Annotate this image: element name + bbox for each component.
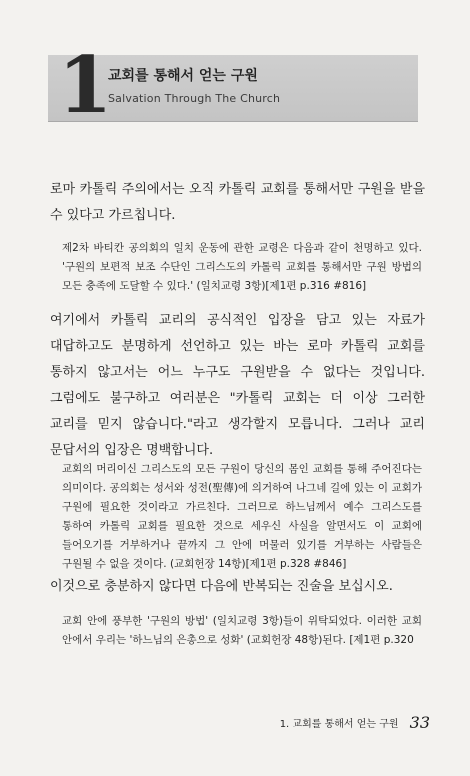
footer-chapter-title: 1. 교회를 통해서 얻는 구원 bbox=[279, 719, 399, 730]
quote-block-3: 교회 안에 풍부한 '구원의 방법' (일치교령 3항)들이 위탁되었다. 이러한 교회 안에서 우리는 '하느님의 은총으로 성화' (교회헌장 48항)된다. [제1편 p.320 bbox=[62, 615, 422, 646]
body-paragraph-3: 이것으로 충분하지 않다면 다음에 반복되는 진술을 보십시오. bbox=[50, 579, 393, 594]
chapter-header bbox=[48, 40, 418, 131]
chapter-number: 1 bbox=[58, 40, 113, 131]
page-footer bbox=[260, 712, 430, 732]
body-paragraph-1: 로마 카톨릭 주의에서는 오직 카톨릭 교회를 통해서만 구원을 받을 수 있다고 가르칩니다. bbox=[50, 182, 425, 223]
chapter-title: 교회를 통해서 얻는 구원 bbox=[108, 68, 258, 84]
page-number: 33 bbox=[409, 713, 430, 732]
quote-block-2: 교회의 머리이신 그리스도의 모든 구원이 당신의 몸인 교회를 통해 주어진다는 의미이다. 공의회는 성서와 성전(聖傳)에 의거하여 나그네 길에 있는 이 교회가 구원에 필요한 것이라고 가르친다. 그러므로 하느님께서 예수 그리스도를 통하여 카톨릭 교회를 필요한 것으로 세우신 사실을 알면서도 이 교회에 들어오기를 거부하거나 끝까지 그 안에 머물러 있기를 거부하는 사람들은 구원될 수 없을 것이다. (교회헌장 14항)[제1편 p.328 #846] bbox=[62, 463, 422, 570]
quote-block-1: 제2차 바티칸 공의회의 일치 운동에 관한 교령은 다음과 같이 천명하고 있다. '구원의 보편적 보조 수단인 그리스도의 카톨릭 교회를 통해서만 구원 방법의 모든 충족에 도달할 수 있다.' (일치교령 3항)[제1편 p.316 #816] bbox=[62, 242, 422, 292]
chapter-subtitle: Salvation Through The Church bbox=[108, 92, 281, 105]
body-paragraph-2: 여기에서 카톨릭 교리의 공식적인 입장을 담고 있는 자료가 대답하고도 분명하게 선언하고 있는 바는 로마 카톨릭 교회를 통하지 않고서는 어느 누구도 구원받을 수 없다는 것입니다. 그럼에도 불구하고 여러분은 "카톨릭 교회는 더 이상 그러한 교리를 믿지 않습니다."라고 생각할지 모릅니다. 그러나 교리 문답서의 입장은 명백합니다. bbox=[50, 313, 425, 458]
